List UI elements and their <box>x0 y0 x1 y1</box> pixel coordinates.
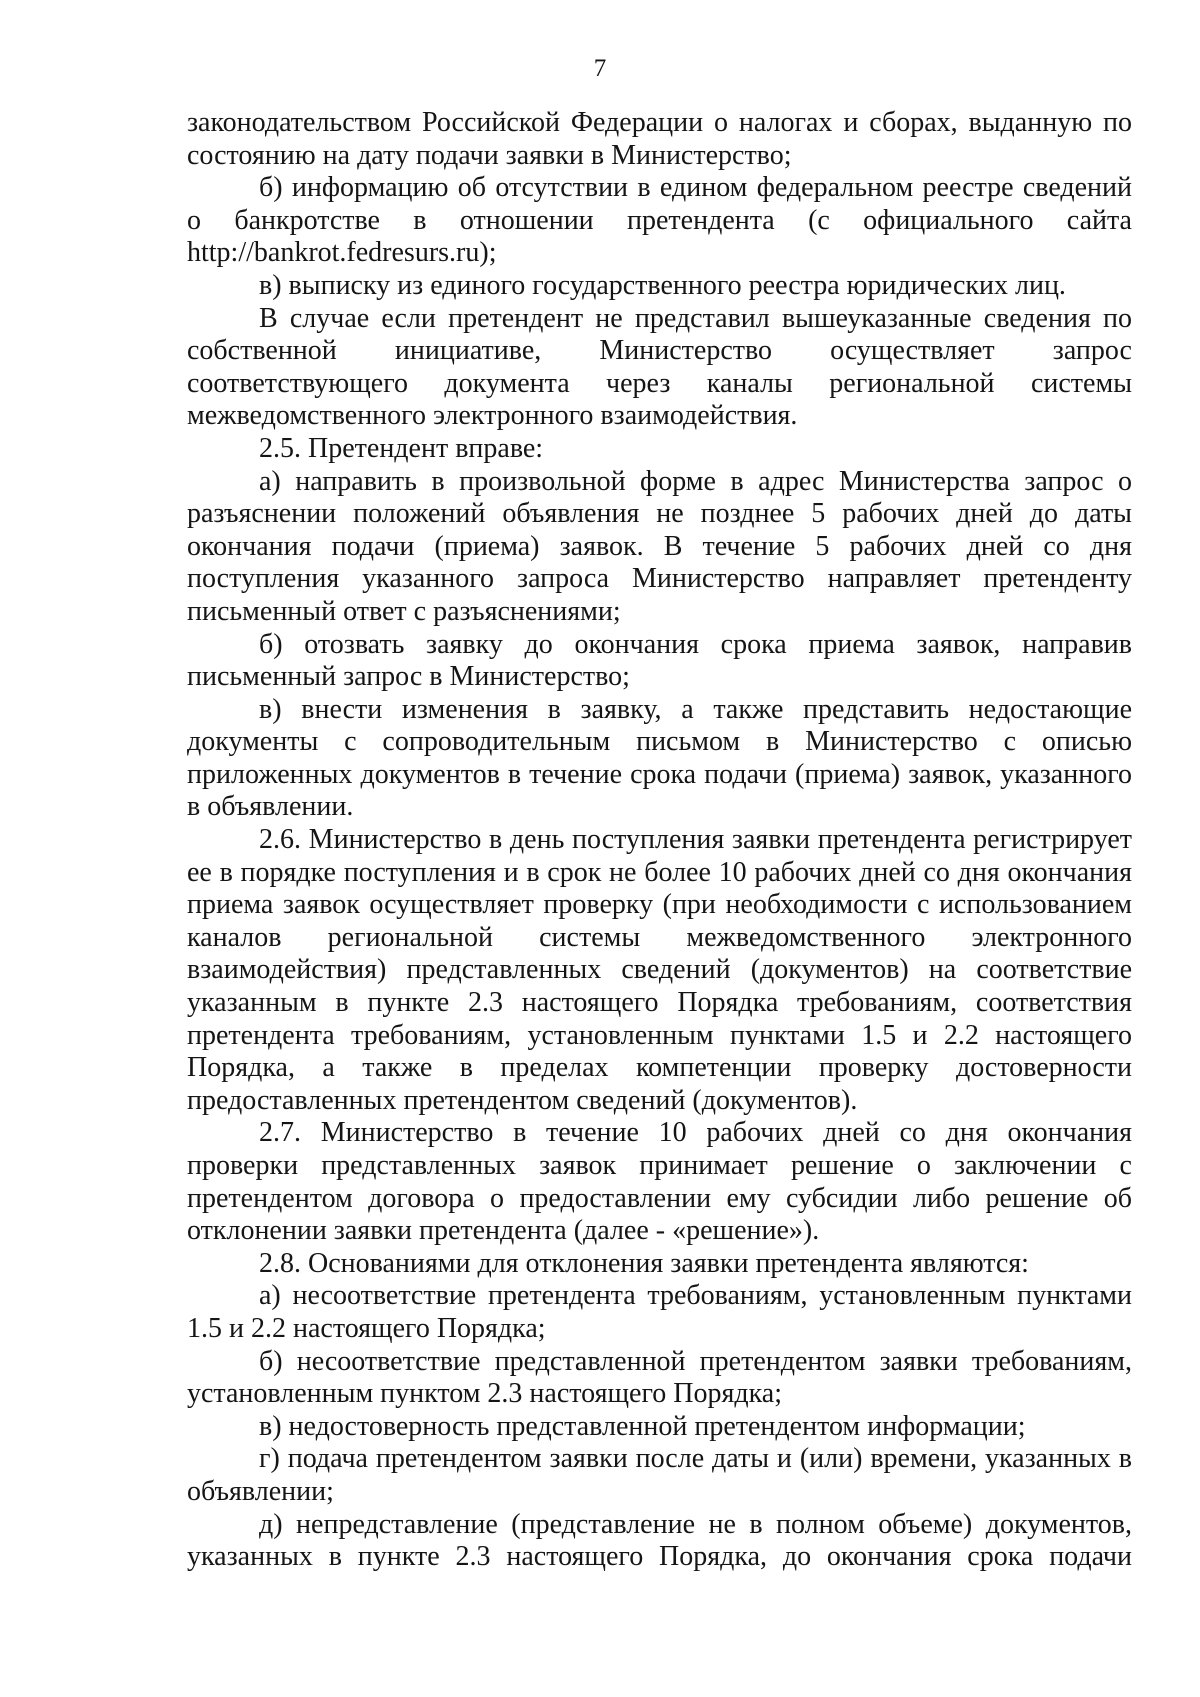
document-body <box>187 107 1132 1574</box>
paragraph-2-7: 2.7. Министерство в течение 10 рабочих дней со дня окончания проверки представленных заявок принимает решение о заключении с претендентом договора о предоставлении ему субсидии либо решение об отклонении заявки претендента (далее - «решение»). <box>187 1117 1132 1247</box>
paragraph-item-b-bankruptcy: б) информацию об отсутствии в едином федеральном реестре сведений о банкротстве в отношении претендента (с официального сайта http://bankrot.fedresurs.ru); <box>187 172 1132 269</box>
paragraph-2-5-v: в) внести изменения в заявку, а также представить недостающие документы с сопроводительным письмом в Министерство с описью приложенных документов в течение срока подачи (приема) заявок, указанного в объявлении. <box>187 693 1132 823</box>
paragraph-continuation: законодательством Российской Федерации о налогах и сборах, выданную по состоянию на дату подачи заявки в Министерство; <box>187 107 1132 171</box>
paragraph-interagency-request: В случае если претендент не представил вышеуказанные сведения по собственной инициативе, Министерство осуществляет запрос соответствующего документа через каналы региональной системы межведомственного электронного взаимодействия. <box>187 302 1132 432</box>
paragraph-2-6: 2.6. Министерство в день поступления заявки претендента регистрирует ее в порядке поступления и в срок не более 10 рабочих дней со дня окончания приема заявок осуществляет проверку (при необходимости с использованием каналов региональной системы межведомственного электронного взаимодействия) представленных сведений (документов) на соответствие указанным в пункте 2.3 настоящего Порядка требованиям, соответствия претендента требованиям, установленным пунктами 1.5 и 2.2 настоящего Порядка, а также в пределах компетенции проверку достоверности предоставленных претендентом сведений (документов). <box>187 824 1132 1116</box>
paragraph-2-5-a: а) направить в произвольной форме в адрес Министерства запрос о разъяснении положений объявления не позднее 5 рабочих дней до даты окончания подачи (приема) заявок. В течение 5 рабочих дней со дня поступления указанного запроса Министерство направляет претенденту письменный ответ с разъяснениями; <box>187 465 1132 627</box>
paragraph-2-5-heading: 2.5. Претендент вправе: <box>259 432 544 464</box>
paragraph-item-v-registry-extract: в) выписку из единого государственного реестра юридических лиц. <box>259 269 1066 301</box>
paragraph-2-8-g: г) подача претендентом заявки после даты и (или) времени, указанных в объявлении; <box>187 1443 1132 1507</box>
paragraph-2-8-b: б) несоответствие представленной претендентом заявки требованиям, установленным пунктом 2.3 настоящего Порядка; <box>187 1345 1132 1410</box>
paragraph-2-8-d: д) непредставление (представление не в полном объеме) документов, указанных в пункте 2.3 настоящего Порядка, до окончания срока подачи <box>187 1508 1132 1573</box>
paragraph-2-5-b: б) отозвать заявку до окончания срока приема заявок, направив письменный запрос в Министерство; <box>187 628 1132 693</box>
paragraph-2-8-v: в) недостоверность представленной претендентом информации; <box>259 1410 1026 1442</box>
page-number: 7 <box>593 55 607 82</box>
paragraph-2-8-a: а) несоответствие претендента требованиям, установленным пунктами 1.5 и 2.2 настоящего Порядка; <box>187 1280 1132 1344</box>
paragraph-2-8-heading: 2.8. Основаниями для отклонения заявки претендента являются: <box>259 1247 1029 1279</box>
